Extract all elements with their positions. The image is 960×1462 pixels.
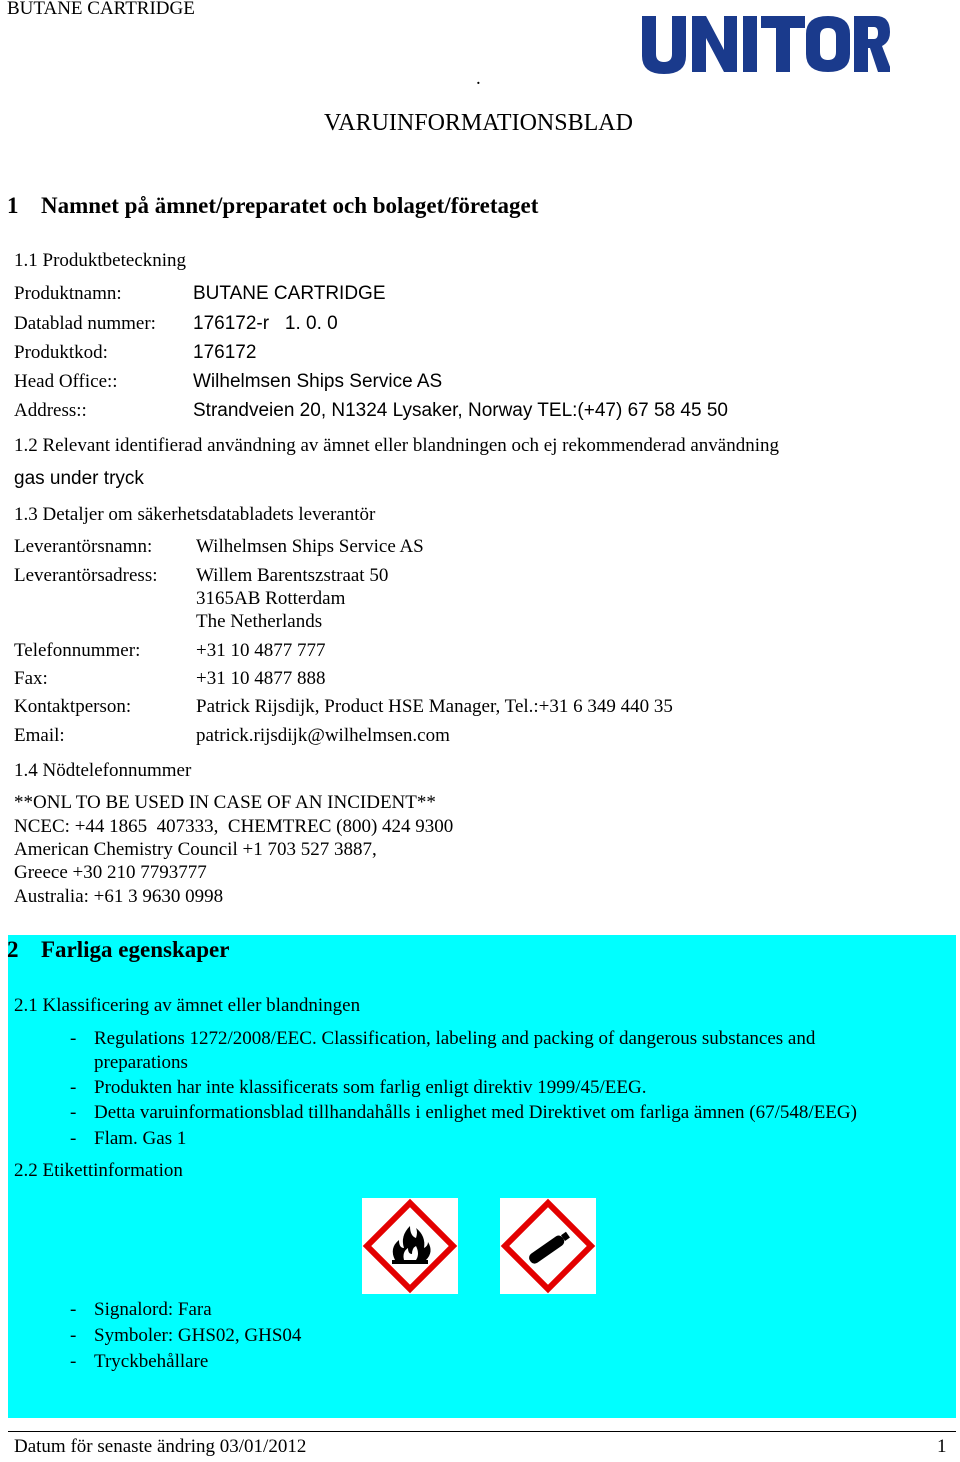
phone-label: Telefonnummer: — [14, 640, 141, 661]
supplier-address-line: The Netherlands — [196, 611, 323, 632]
bullet-dash: - — [70, 1028, 77, 1049]
section1-number: 1 — [7, 193, 19, 218]
flame-pictogram-icon — [362, 1198, 458, 1294]
section-1-1-title: 1.1 Produktbeteckning — [14, 250, 187, 271]
address-label: Address:: — [14, 400, 87, 421]
unitor-logo-icon — [640, 12, 890, 76]
classification-item: Detta varuinformationsblad tillhandahålls i enlighet med Direktivet om farliga ämnen (67/548/EEG) — [94, 1102, 857, 1123]
gas-cylinder-pictogram-icon — [500, 1198, 596, 1294]
page-number: 1 — [937, 1436, 947, 1457]
section-2-2-title: 2.2 Etikettinformation — [14, 1160, 183, 1181]
header-dot: . — [476, 68, 481, 89]
section-1-2-value: gas under tryck — [14, 468, 144, 489]
head-office-label: Head Office:: — [14, 371, 118, 392]
unitor-logo — [640, 12, 890, 76]
product-code-label: Produktkod: — [14, 342, 108, 363]
emergency-line: Australia: +61 3 9630 0998 — [14, 886, 224, 907]
classification-item-cont: preparations — [94, 1052, 188, 1073]
footer-rule — [8, 1431, 956, 1432]
bullet-dash: - — [70, 1077, 77, 1098]
bullet-dash: - — [70, 1102, 77, 1123]
classification-item: Regulations 1272/2008/EEC. Classification, labeling and packing of dangerous substances and — [94, 1028, 816, 1049]
product-name-label: Produktnamn: — [14, 283, 122, 304]
supplier-name-label: Leverantörsnamn: — [14, 536, 153, 557]
section-1-3-title: 1.3 Detaljer om säkerhetsdatabladets leverantör — [14, 504, 376, 525]
bullet-dash: - — [70, 1351, 77, 1372]
phone-value: +31 10 4877 777 — [196, 640, 326, 661]
emergency-line: NCEC: +44 1865 407333, CHEMTREC (800) 424 9300 — [14, 816, 454, 837]
section2-number: 2 — [7, 937, 19, 962]
head-office-value: Wilhelmsen Ships Service AS — [193, 371, 443, 392]
supplier-name-value: Wilhelmsen Ships Service AS — [196, 536, 424, 557]
classification-item: Produkten har inte klassificerats som farlig enligt direktiv 1999/45/EEG. — [94, 1077, 647, 1098]
datasheet-number-value: 176172-r 1. 0. 0 — [193, 313, 338, 334]
section-1-2-title: 1.2 Relevant identifierad användning av ämnet eller blandningen och ej rekommenderad användning — [14, 435, 780, 456]
label-item: Signalord: Fara — [94, 1299, 212, 1320]
emergency-line: American Chemistry Council +1 703 527 3887, — [14, 839, 377, 860]
emergency-line: **ONL TO BE USED IN CASE OF AN INCIDENT** — [14, 792, 436, 813]
supplier-address-line: Willem Barentszstraat 50 — [196, 565, 389, 586]
classification-item: Flam. Gas 1 — [94, 1128, 187, 1149]
emergency-line: Greece +30 210 7793777 — [14, 862, 207, 883]
document-title: VARUINFORMATIONSBLAD — [324, 110, 633, 136]
datasheet-number-label: Datablad nummer: — [14, 313, 156, 334]
contact-label: Kontaktperson: — [14, 696, 132, 717]
product-code-value: 176172 — [193, 342, 257, 363]
address-value: Strandveien 20, N1324 Lysaker, Norway TEL:(+47) 67 58 45 50 — [193, 400, 728, 421]
footer-date: Datum för senaste ändring 03/01/2012 — [14, 1436, 307, 1457]
product-name-value: BUTANE CARTRIDGE — [193, 283, 386, 304]
section-1-4-title: 1.4 Nödtelefonnummer — [14, 760, 192, 781]
section-2-1-title: 2.1 Klassificering av ämnet eller blandningen — [14, 995, 361, 1016]
email-label: Email: — [14, 725, 65, 746]
bullet-dash: - — [70, 1325, 77, 1346]
supplier-address-label: Leverantörsadress: — [14, 565, 158, 586]
label-item: Symboler: GHS02, GHS04 — [94, 1325, 302, 1346]
section2-heading: Farliga egenskaper — [41, 937, 230, 962]
email-value[interactable]: patrick.rijsdijk@wilhelmsen.com — [196, 725, 450, 746]
contact-value: Patrick Rijsdijk, Product HSE Manager, Tel.:+31 6 349 440 35 — [196, 696, 673, 717]
label-item: Tryckbehållare — [94, 1351, 209, 1372]
fax-label: Fax: — [14, 668, 48, 689]
supplier-address-line: 3165AB Rotterdam — [196, 588, 346, 609]
header-product-name: BUTANE CARTRIDGE — [7, 0, 195, 19]
bullet-dash: - — [70, 1299, 77, 1320]
fax-value: +31 10 4877 888 — [196, 668, 326, 689]
section1-heading: Namnet på ämnet/preparatet och bolaget/företaget — [41, 193, 539, 218]
bullet-dash: - — [70, 1128, 77, 1149]
